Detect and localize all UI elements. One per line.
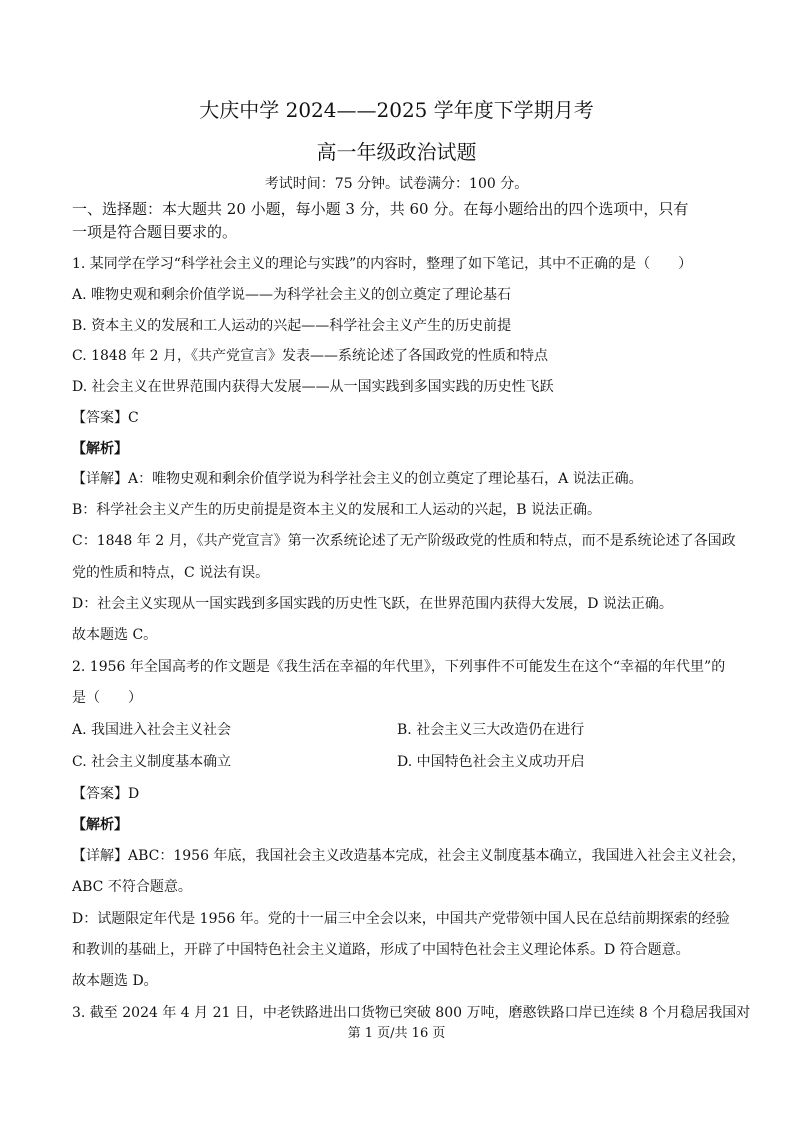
question-2-analysis-label: 【解析】 bbox=[72, 817, 128, 833]
question-2-detail-line: 和教训的基础上，开辟了中国特色社会主义道路，形成了中国特色社会主义理论体系。D 符合题意。 bbox=[72, 942, 690, 958]
exam-title: 大庆中学 2024——2025 学年度下学期月考 bbox=[199, 98, 594, 122]
exam-subtitle: 高一年级政治试题 bbox=[316, 140, 477, 164]
question-1-detail-line: 党的性质和特点，C 说法有误。 bbox=[72, 565, 270, 581]
question-2-option-d: D. 中国特色社会主义成功开启 bbox=[397, 754, 585, 770]
question-1-detail-line: 【详解】A：唯物史观和剩余价值学说为科学社会主义的创立奠定了理论基石，A 说法正确。 bbox=[72, 471, 643, 487]
question-2-stem-line-2: 是（ ） bbox=[72, 690, 142, 706]
question-1-option-a: A. 唯物史观和剩余价值学说——为科学社会主义的创立奠定了理论基石 bbox=[72, 287, 512, 303]
question-3-stem-line-1: 3. 截至 2024 年 4 月 21 日，中老铁路进出口货物已突破 800 万吨，磨憨铁路口岸已连续 8 个月稳居我国对 bbox=[72, 1005, 751, 1021]
question-2-answer: 【答案】D bbox=[72, 786, 140, 802]
page-footer: 第 1 页/共 16 页 bbox=[347, 1026, 446, 1041]
question-1-option-c: C. 1848 年 2 月，《共产党宣言》发表——系统论述了各国政党的性质和特点 bbox=[72, 348, 548, 364]
question-2-detail-line: D：试题限定年代是 1956 年。党的十一届三中全会以来，中国共产党带领中国人民在总结前期探索的经验 bbox=[72, 911, 730, 927]
question-1-detail-line: C：1848 年 2 月，《共产党宣言》第一次系统论述了无产阶级政党的性质和特点，而不是系统论述了各国政 bbox=[72, 533, 736, 549]
question-2-detail-line: ABC 不符合题意。 bbox=[72, 879, 192, 895]
question-2-detail-line: 【详解】ABC：1956 年底，我国社会主义改造基本完成，社会主义制度基本确立，我国进入社会主义社会， bbox=[72, 848, 746, 864]
question-2-option-b: B. 社会主义三大改造仍在进行 bbox=[397, 722, 585, 738]
question-2-stem-line-1: 2. 1956 年全国高考的作文题是《我生活在幸福的年代里》，下列事件不可能发生在这个“幸福的年代里”的 bbox=[72, 659, 726, 675]
question-1-stem: 1. 某同学在学习“科学社会主义的理论与实践”的内容时，整理了如下笔记，其中不正确的是（ ） bbox=[72, 256, 693, 272]
question-2-detail-line: 故本题选 D。 bbox=[72, 973, 158, 989]
section-instructions-line-1: 一、选择题：本大题共 20 小题，每小题 3 分，共 60 分。在每小题给出的四个选项中，只有 bbox=[72, 200, 689, 218]
question-1-option-b: B. 资本主义的发展和工人运动的兴起——科学社会主义产生的历史前提 bbox=[72, 318, 512, 334]
question-1-detail-line: D：社会主义实现从一国实践到多国实践的历史性飞跃，在世界范围内获得大发展，D 说法正确。 bbox=[72, 596, 673, 612]
question-1-detail-line: B：科学社会主义产生的历史前提是资本主义的发展和工人运动的兴起，B 说法正确。 bbox=[72, 502, 602, 518]
question-2-option-a: A. 我国进入社会主义社会 bbox=[72, 722, 232, 738]
question-1-detail-line: 故本题选 C。 bbox=[72, 627, 158, 643]
exam-info: 考试时间：75 分钟。试卷满分：100 分。 bbox=[264, 176, 529, 192]
question-1-answer: 【答案】C bbox=[72, 410, 139, 426]
section-instructions-line-2: 一项是符合题目要求的。 bbox=[72, 223, 238, 241]
question-1-analysis-label: 【解析】 bbox=[72, 441, 128, 457]
question-2-option-c: C. 社会主义制度基本确立 bbox=[72, 754, 232, 770]
question-1-option-d: D. 社会主义在世界范围内获得大发展——从一国实践到多国实践的历史性飞跃 bbox=[72, 379, 554, 395]
